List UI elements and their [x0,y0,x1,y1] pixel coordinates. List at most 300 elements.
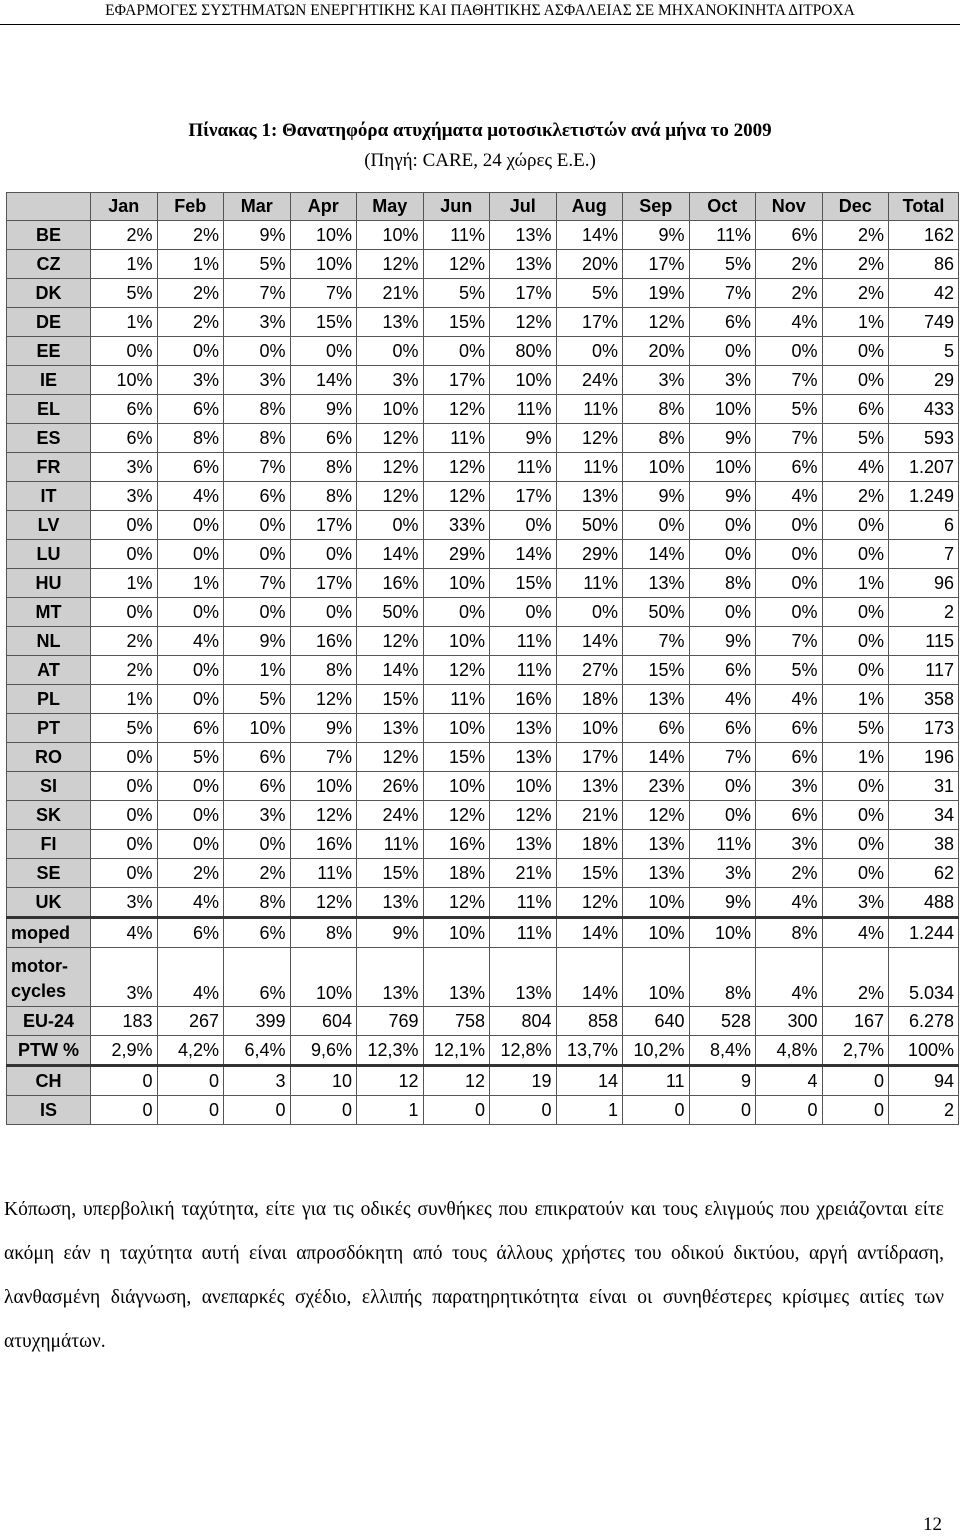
table-cell: 2% [822,948,889,1007]
table-cell: 0 [91,1096,158,1125]
table-cell: 1% [91,569,158,598]
table-cell: 10% [224,714,291,743]
table-cell: 13% [490,830,557,859]
table-cell: 2% [157,859,224,888]
table-cell: 13% [490,948,557,1007]
table-cell: 6% [756,221,823,250]
table-cell: 4% [157,948,224,1007]
row-label: NL [7,627,91,656]
table-cell: 17% [556,743,623,772]
table-cell: 0% [689,801,756,830]
table-cell: 21% [357,279,424,308]
table-cell: 4% [756,888,823,918]
table-cell: 0% [822,801,889,830]
table-cell: 8% [290,918,357,948]
country-row [7,395,959,424]
column-header: Feb [157,193,224,221]
table-cell: 399 [224,1007,291,1036]
table-cell: 14% [623,743,690,772]
table-cell: 10% [423,772,490,801]
table-cell: 13% [556,482,623,511]
table-cell: 6% [157,918,224,948]
table-cell: 12% [556,424,623,453]
table-cell: 0% [689,511,756,540]
table-cell: 13% [490,743,557,772]
table-cell: 9% [290,395,357,424]
table-cell: 24% [556,366,623,395]
table-cell: 167 [822,1007,889,1036]
table-cell: 0% [822,337,889,366]
table-cell: 50% [556,511,623,540]
column-header: Total [889,193,959,221]
table-cell: 2% [157,279,224,308]
table-cell: 12% [290,801,357,830]
table-cell: 12% [423,888,490,918]
table-cell: 488 [889,888,959,918]
table-cell: 0% [91,772,158,801]
table-cell: 3% [756,830,823,859]
table-cell: 0% [689,772,756,801]
table-cell: 0 [290,1096,357,1125]
table-cell: 8% [290,656,357,685]
table-cell: 0 [623,1096,690,1125]
table-cell: 17% [623,250,690,279]
fatalities-table [6,192,959,1125]
table-cell: 5% [756,395,823,424]
table-cell: 11% [556,569,623,598]
table-cell: 16% [290,830,357,859]
table-cell: 19% [623,279,690,308]
table-cell: 2% [157,221,224,250]
table-cell: 7% [756,366,823,395]
table-cell: 8% [756,918,823,948]
table-caption-source: (Πηγή: CARE, 24 χώρες Ε.Ε.) [364,150,596,171]
table-cell: 0 [689,1096,756,1125]
table-cell: 10% [423,714,490,743]
table-cell: 29% [423,540,490,569]
table-cell: 9% [623,221,690,250]
table-cell: 758 [423,1007,490,1036]
country-row [7,772,959,801]
table-cell: 1 [556,1096,623,1125]
table-cell: 4% [157,627,224,656]
running-header: ΕΦΑΡΜΟΓΕΣ ΣΥΣΤΗΜΑΤΩΝ ΕΝΕΡΓΗΤΙΚΗΣ ΚΑΙ ΠΑΘΗΤΙΚΗΣ ΑΣΦΑΛΕΙΑΣ ΣΕ ΜΗΧΑΝΟΚΙΝΗΤΑ ΔΙΤΡΟΧΑ [0,0,960,25]
country-row [7,337,959,366]
table-cell: 1.249 [889,482,959,511]
table-cell: 16% [290,627,357,656]
table-cell: 12% [423,656,490,685]
row-label: PL [7,685,91,714]
table-cell: 8% [623,424,690,453]
table-cell: 8% [290,482,357,511]
table-cell: 8% [157,424,224,453]
table-cell: 0 [756,1096,823,1125]
table-cell: 0 [423,1096,490,1125]
table-cell: 5% [689,250,756,279]
table-cell: 6% [91,424,158,453]
table-cell: 12,3% [357,1036,424,1066]
table-cell: 12,8% [490,1036,557,1066]
non-eu-row [7,1096,959,1125]
table-cell: 80% [490,337,557,366]
table-cell: 5% [91,279,158,308]
table-cell: 6% [756,743,823,772]
table-cell: 12% [423,395,490,424]
table-cell: 0% [357,511,424,540]
table-cell: 10% [490,772,557,801]
table-cell: 6% [91,395,158,424]
row-label-line: motor- [11,956,68,976]
table-cell: 16% [490,685,557,714]
table-cell: 0% [490,598,557,627]
country-row [7,859,959,888]
table-cell: 1% [224,656,291,685]
table-cell: 0% [91,540,158,569]
summary-row [7,948,959,1007]
table-cell: 50% [623,598,690,627]
table-cell: 13% [357,888,424,918]
table-cell: 10% [290,250,357,279]
country-row [7,656,959,685]
table-cell: 640 [623,1007,690,1036]
table-cell: 27% [556,656,623,685]
table-cell: 96 [889,569,959,598]
row-label: EE [7,337,91,366]
table-cell: 1% [822,743,889,772]
table-cell: 6% [224,918,291,948]
table-cell: 5% [91,714,158,743]
table-cell: 0% [822,540,889,569]
country-row [7,250,959,279]
table-cell: 300 [756,1007,823,1036]
table-cell: 593 [889,424,959,453]
country-row [7,888,959,918]
table-cell: 17% [290,569,357,598]
table-cell: 2% [224,859,291,888]
table-cell: 4% [822,453,889,482]
table-cell: 11% [423,424,490,453]
column-header: Jun [423,193,490,221]
table-cell: 14% [556,221,623,250]
table-cell: 12% [290,685,357,714]
table-cell: 16% [357,569,424,598]
table-corner-cell [7,193,91,221]
table-cell: 1.244 [889,918,959,948]
country-row [7,714,959,743]
table-cell: 0 [157,1066,224,1096]
table-cell: 10% [490,366,557,395]
table-cell: 11% [423,685,490,714]
table-cell: 6% [689,656,756,685]
table-cell: 196 [889,743,959,772]
table-cell: 38 [889,830,959,859]
table-cell: 3 [224,1066,291,1096]
table-cell: 3% [822,888,889,918]
table-cell: 0% [91,337,158,366]
table-cell: 12% [423,801,490,830]
table-cell: 17% [490,482,557,511]
table-cell: 7% [224,453,291,482]
table-cell: 13% [623,830,690,859]
table-cell: 1% [157,250,224,279]
table-cell: 528 [689,1007,756,1036]
table-cell: 3% [157,366,224,395]
fatalities-table-container [6,192,958,1144]
row-label: LU [7,540,91,569]
table-cell: 2% [822,250,889,279]
table-cell: 26% [357,772,424,801]
table-cell: 9% [689,482,756,511]
country-row [7,801,959,830]
table-cell: 15% [357,859,424,888]
table-cell: 11% [423,221,490,250]
table-cell: 604 [290,1007,357,1036]
table-cell: 13% [623,569,690,598]
table-cell: 9% [689,888,756,918]
table-header-row [7,193,959,221]
table-cell: 5% [756,656,823,685]
table-cell: 8,4% [689,1036,756,1066]
table-cell: 0% [290,337,357,366]
table-cell: 7% [290,743,357,772]
table-cell: 0% [822,366,889,395]
table-cell: 0 [490,1096,557,1125]
table-cell: 1% [91,250,158,279]
table-cell: 6% [822,395,889,424]
table-cell: 6.278 [889,1007,959,1036]
table-cell: 10% [290,221,357,250]
table-cell: 183 [91,1007,158,1036]
table-cell: 94 [889,1066,959,1096]
table-cell: 0% [822,511,889,540]
country-row [7,482,959,511]
table-cell: 29% [556,540,623,569]
country-row [7,366,959,395]
table-cell: 14% [290,366,357,395]
table-cell: 0% [157,830,224,859]
table-cell: 0% [91,598,158,627]
table-cell: 7% [689,279,756,308]
table-cell: 6% [224,743,291,772]
table-cell: 1 [357,1096,424,1125]
table-cell: 0% [556,598,623,627]
row-label: MT [7,598,91,627]
table-cell: 0% [490,511,557,540]
row-label: DE [7,308,91,337]
table-cell: 13% [490,714,557,743]
table-cell: 769 [357,1007,424,1036]
table-cell: 2% [91,221,158,250]
table-cell: 4% [756,482,823,511]
table-cell: 0% [290,598,357,627]
table-cell: 0 [91,1066,158,1096]
table-cell: 10% [423,918,490,948]
row-label: LV [7,511,91,540]
table-cell: 10% [357,395,424,424]
table-cell: 10% [357,221,424,250]
table-cell: 12% [357,482,424,511]
table-cell: 0% [157,656,224,685]
table-cell: 12% [490,801,557,830]
table-cell: 6% [290,424,357,453]
table-cell: 14% [357,656,424,685]
table-cell: 2% [822,221,889,250]
table-cell: 12,1% [423,1036,490,1066]
table-cell: 12% [357,743,424,772]
table-cell: 10% [689,453,756,482]
table-cell: 18% [556,830,623,859]
country-row [7,453,959,482]
row-label: UK [7,888,91,918]
table-cell: 2% [157,308,224,337]
table-cell: 10% [556,714,623,743]
summary-row [7,918,959,948]
row-label: ES [7,424,91,453]
table-cell: 3% [91,888,158,918]
table-cell: 12 [423,1066,490,1096]
row-label: FR [7,453,91,482]
table-cell: 8% [689,569,756,598]
table-cell: 4,8% [756,1036,823,1066]
table-cell: 2 [889,598,959,627]
table-cell: 6% [157,395,224,424]
table-cell: 12% [423,453,490,482]
table-cell: 0% [423,598,490,627]
table-cell: 8% [224,424,291,453]
table-cell: 9% [623,482,690,511]
table-cell: 62 [889,859,959,888]
table-cell: 5 [889,337,959,366]
table-cell: 0% [91,859,158,888]
table-cell: 858 [556,1007,623,1036]
table-cell: 12% [357,250,424,279]
table-cell: 6% [157,714,224,743]
table-cell: 3% [689,366,756,395]
row-label: RO [7,743,91,772]
table-cell: 267 [157,1007,224,1036]
table-cell: 433 [889,395,959,424]
table-cell: 5% [822,714,889,743]
table-cell: 6% [623,714,690,743]
table-cell: 13% [623,685,690,714]
table-cell: 4% [756,308,823,337]
table-cell: 804 [490,1007,557,1036]
row-label: IS [7,1096,91,1125]
table-cell: 358 [889,685,959,714]
table-cell: 7% [756,627,823,656]
table-cell: 11% [490,918,557,948]
row-label: AT [7,656,91,685]
table-cell: 15% [357,685,424,714]
table-cell: 17% [490,279,557,308]
table-cell: 42 [889,279,959,308]
table-cell: 10% [689,395,756,424]
table-cell: 12% [623,308,690,337]
table-cell: 0% [290,540,357,569]
table-cell: 3% [91,482,158,511]
table-cell: 50% [357,598,424,627]
table-cell: 5.034 [889,948,959,1007]
table-cell: 20% [623,337,690,366]
country-row [7,279,959,308]
table-cell: 34 [889,801,959,830]
table-cell: 0% [689,598,756,627]
country-row [7,308,959,337]
table-cell: 9 [689,1066,756,1096]
table-cell: 7% [290,279,357,308]
table-cell: 2% [91,627,158,656]
table-cell: 9% [490,424,557,453]
table-cell: 8% [689,948,756,1007]
table-cell: 2% [822,279,889,308]
table-cell: 13% [556,772,623,801]
table-caption-title: Πίνακας 1: Θανατηφόρα ατυχήματα μοτοσικλετιστών ανά μήνα το 2009 [188,120,772,141]
table-cell: 4% [91,918,158,948]
table-cell: 13% [423,948,490,1007]
row-label: moped [7,918,91,948]
table-cell: 0% [157,598,224,627]
table-cell: 5% [224,250,291,279]
table-cell: 0% [689,337,756,366]
table-cell: 29 [889,366,959,395]
table-cell: 14 [556,1066,623,1096]
table-cell: 12% [423,250,490,279]
table-cell: 4% [157,888,224,918]
table-cell: 17% [290,511,357,540]
table-cell: 0 [157,1096,224,1125]
table-cell: 15% [623,656,690,685]
row-label: CH [7,1066,91,1096]
column-header: Oct [689,193,756,221]
table-cell: 749 [889,308,959,337]
table-cell: 3% [756,772,823,801]
row-label: SE [7,859,91,888]
table-cell: 4% [756,685,823,714]
table-cell: 5% [423,279,490,308]
country-row [7,685,959,714]
table-cell: 18% [423,859,490,888]
column-header: Dec [822,193,889,221]
table-cell: 0% [756,598,823,627]
table-cell: 0% [822,627,889,656]
country-row [7,540,959,569]
table-cell: 6% [224,948,291,1007]
table-cell: 115 [889,627,959,656]
table-cell: 11% [490,627,557,656]
table-cell: 0% [822,830,889,859]
table-cell: 4% [756,948,823,1007]
row-label: PTW % [7,1036,91,1066]
table-cell: 0% [157,337,224,366]
table-cell: 10% [623,948,690,1007]
country-row [7,743,959,772]
table-cell: 12% [357,453,424,482]
table-cell: 21% [490,859,557,888]
country-row [7,627,959,656]
table-cell: 9% [290,714,357,743]
table-cell: 0% [357,337,424,366]
column-header: Mar [224,193,291,221]
table-cell: 0% [689,540,756,569]
table-cell: 13% [623,859,690,888]
table-cell: 12% [623,801,690,830]
table-cell: 12 [357,1066,424,1096]
table-cell: 11% [689,221,756,250]
table-cell: 0% [623,511,690,540]
table-cell: 7% [224,569,291,598]
table-cell: 9,6% [290,1036,357,1066]
table-cell: 0% [224,598,291,627]
